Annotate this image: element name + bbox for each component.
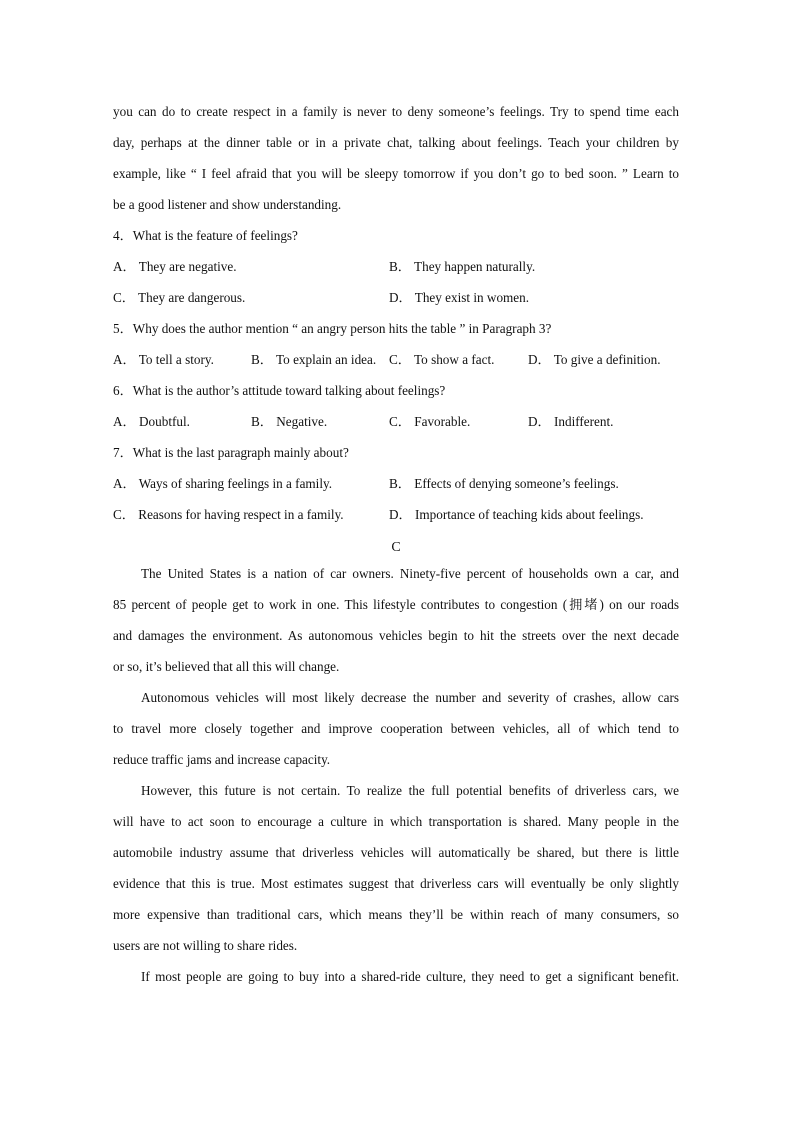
paragraph-line: to travel more closely together and improve cooperation between vehicles, all of which tend to bbox=[113, 721, 679, 736]
option-b: B． To explain an idea. bbox=[251, 352, 377, 367]
paragraph-line: evidence that this is true. Most estimates suggest that driverless cars will eventually be only slightly bbox=[113, 876, 679, 891]
option-a: A． To tell a story. bbox=[113, 352, 214, 367]
paragraph-line: 85 percent of people get to work in one. This lifestyle contributes to congestion (拥堵) on our roads bbox=[113, 597, 679, 612]
paragraph-line: If most people are going to buy into a shared-ride culture, they need to get a significant benefit. bbox=[141, 969, 679, 984]
option-d: D． Importance of teaching kids about feelings. bbox=[389, 507, 644, 522]
paragraph-line: more expensive than traditional cars, which means they’ll be within reach of many consumers, so bbox=[113, 907, 679, 922]
question-stem: 4．What is the feature of feelings? bbox=[113, 228, 298, 243]
paragraph-line: The United States is a nation of car owners. Ninety-five percent of households own a car, and bbox=[141, 566, 679, 581]
paragraph-line: example, like “ I feel afraid that you will be sleepy tomorrow if you don’t go to bed soon. ” Learn to bbox=[113, 166, 679, 181]
paragraph-line: or so, it’s believed that all this will change. bbox=[113, 659, 340, 674]
options-row bbox=[113, 285, 679, 316]
option-b: B． Effects of denying someone’s feelings. bbox=[389, 476, 619, 491]
options-row bbox=[113, 347, 679, 378]
options-row bbox=[113, 502, 679, 533]
paragraph-line: users are not willing to share rides. bbox=[113, 938, 298, 953]
option-c: C． They are dangerous. bbox=[113, 290, 246, 305]
option-d: D． To give a definition. bbox=[528, 352, 661, 367]
paragraph-line: be a good listener and show understanding. bbox=[113, 197, 342, 212]
section-c-paragraph-2 bbox=[113, 685, 679, 778]
question-stem: 6．What is the author’s attitude toward talking about feelings? bbox=[113, 383, 446, 398]
page-content bbox=[113, 99, 679, 995]
paragraph-line: automobile industry assume that driverless vehicles will automatically be shared, but there is little bbox=[113, 845, 679, 860]
question-stem: 7．What is the last paragraph mainly about? bbox=[113, 445, 349, 460]
paragraph-line: reduce traffic jams and increase capacity. bbox=[113, 752, 331, 767]
paragraph-line: and damages the environment. As autonomous vehicles begin to hit the streets over the next decade bbox=[113, 628, 679, 643]
option-c: C． Reasons for having respect in a family. bbox=[113, 507, 344, 522]
question-7 bbox=[113, 440, 679, 533]
option-c: C． Favorable. bbox=[389, 414, 471, 429]
option-b: B． They happen naturally. bbox=[389, 259, 536, 274]
option-a: A． Doubtful. bbox=[113, 414, 190, 429]
paragraph-line: will have to act soon to encourage a culture in which transportation is shared. Many people in the bbox=[113, 814, 679, 829]
option-d: D． They exist in women. bbox=[389, 290, 530, 305]
section-title: C bbox=[391, 540, 401, 555]
options-row bbox=[113, 471, 679, 502]
paragraph-line: day, perhaps at the dinner table or in a private chat, talking about feelings. Teach your children by bbox=[113, 135, 679, 150]
paragraph-line: However, this future is not certain. To realize the full potential benefits of driverless cars, we bbox=[141, 783, 679, 798]
option-d: D． Indifferent. bbox=[528, 414, 614, 429]
question-stem: 5．Why does the author mention “ an angry person hits the table ” in Paragraph 3? bbox=[113, 321, 552, 336]
section-c-paragraph-3 bbox=[113, 778, 679, 964]
section-c-paragraph-1 bbox=[113, 561, 679, 685]
option-a: A． They are negative. bbox=[113, 259, 237, 274]
passage-b-final-paragraph bbox=[113, 99, 679, 223]
option-a: A． Ways of sharing feelings in a family. bbox=[113, 476, 333, 491]
paragraph-line: you can do to create respect in a family is never to deny someone’s feelings. Try to spend time each bbox=[113, 104, 679, 119]
question-6 bbox=[113, 378, 679, 440]
option-c: C． To show a fact. bbox=[389, 352, 495, 367]
options-row bbox=[113, 254, 679, 285]
paragraph-line: Autonomous vehicles will most likely decrease the number and severity of crashes, allow cars bbox=[141, 690, 679, 705]
option-b: B． Negative. bbox=[251, 414, 328, 429]
options-row bbox=[113, 409, 679, 440]
question-4 bbox=[113, 223, 679, 316]
section-c-paragraph-4 bbox=[113, 964, 679, 995]
question-5 bbox=[113, 316, 679, 378]
